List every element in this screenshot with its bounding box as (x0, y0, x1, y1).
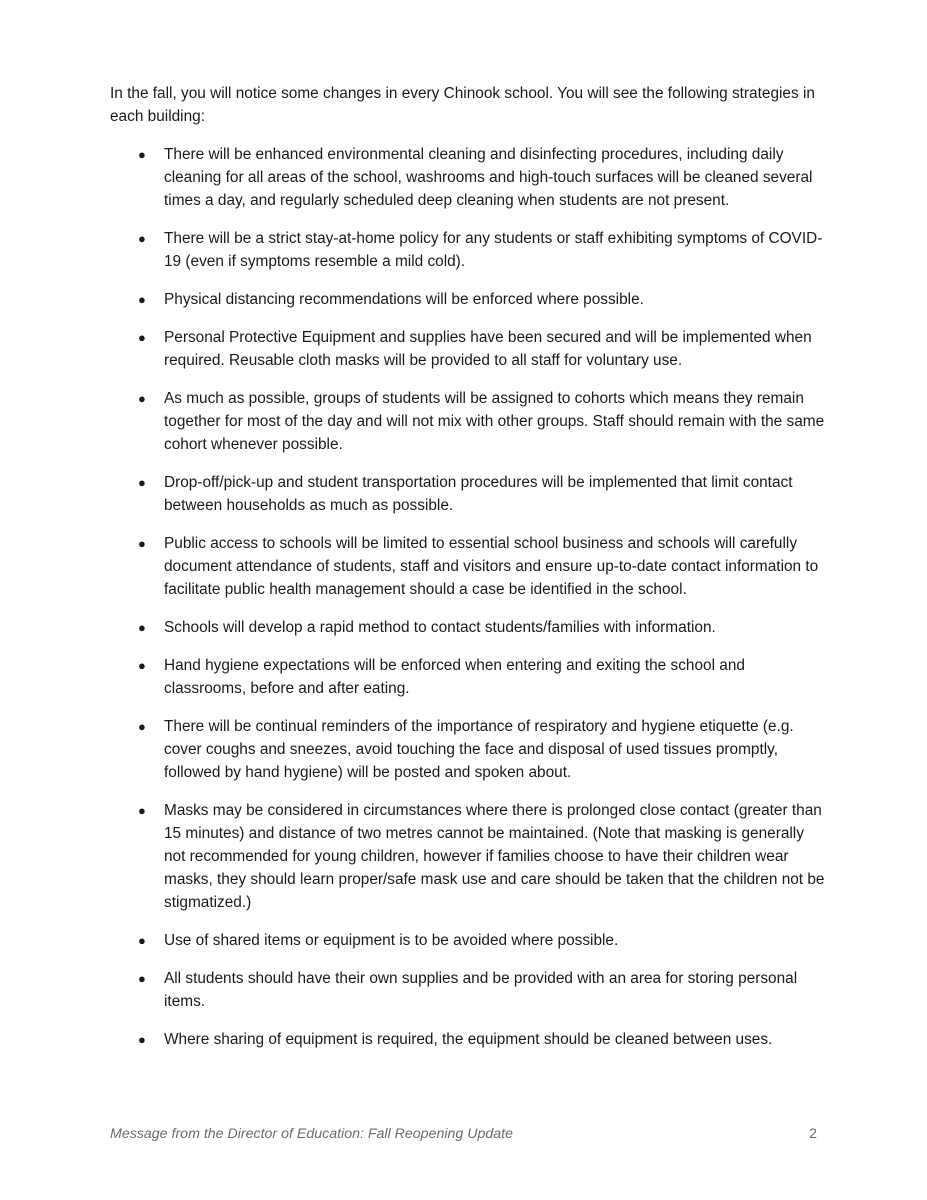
list-item (110, 799, 826, 914)
page-number: 2 (809, 1126, 817, 1142)
list-item-text: Schools will develop a rapid method to contact students/families with information. (164, 619, 716, 636)
bullet-icon: ● (138, 620, 146, 635)
bullet-icon: ● (138, 536, 146, 551)
list-item (110, 387, 826, 456)
list-item (110, 616, 826, 639)
bullet-icon: ● (138, 292, 146, 307)
list-item-text: Personal Protective Equipment and supplies have been secured and will be implemented when required. Reusable cloth masks will be provided to all staff for voluntary use. (164, 329, 812, 369)
intro-paragraph: In the fall, you will notice some changes in every Chinook school. You will see the following strategies in each building: (110, 85, 815, 125)
list-item-text: All students should have their own supplies and be provided with an area for storing personal items. (164, 970, 798, 1010)
bullet-icon: ● (138, 475, 146, 490)
list-item-text: Drop-off/pick-up and student transportation procedures will be implemented that limit contact between households as much as possible. (164, 474, 793, 514)
list-item-text: Hand hygiene expectations will be enforced when entering and exiting the school and classrooms, before and after eating. (164, 657, 745, 697)
bullet-icon: ● (138, 147, 146, 162)
list-item (110, 288, 826, 311)
list-item (110, 471, 826, 517)
list-item (110, 1028, 826, 1051)
list-item-text: There will be enhanced environmental cleaning and disinfecting procedures, including daily cleaning for all areas of the school, washrooms and high-touch surfaces will be cleaned several times a day, and regularly scheduled deep cleaning when students are not present. (164, 146, 813, 209)
list-item-text: There will be a strict stay-at-home policy for any students or staff exhibiting symptoms of COVID-19 (even if symptoms resemble a mild cold). (164, 230, 823, 270)
list-item-text: Public access to schools will be limited to essential school business and schools will carefully document attendance of students, staff and visitors and ensure up-to-date contact information to facilitate public health management should a case be identified in the school. (164, 535, 819, 598)
list-item (110, 227, 826, 273)
list-item-text: Where sharing of equipment is required, the equipment should be cleaned between uses. (164, 1031, 773, 1048)
bullet-icon: ● (138, 658, 146, 673)
list-item-text: As much as possible, groups of students will be assigned to cohorts which means they remain together for most of the day and will not mix with other groups. Staff should remain with the same cohort whenever possible. (164, 390, 825, 453)
list-item-text: Physical distancing recommendations will be enforced where possible. (164, 291, 644, 308)
list-item (110, 532, 826, 601)
bullet-icon: ● (138, 971, 146, 986)
bullet-icon: ● (138, 330, 146, 345)
bullet-icon: ● (138, 391, 146, 406)
list-item-text: There will be continual reminders of the importance of respiratory and hygiene etiquette (e.g. cover coughs and sneezes, avoid touching the face and disposal of used tissues promptly, followed by hand hygiene) will be posted and spoken about. (164, 718, 794, 781)
list-item (110, 143, 826, 212)
list-item (110, 967, 826, 1013)
list-item-text: Masks may be considered in circumstances where there is prolonged close contact (greater than 15 minutes) and distance of two metres cannot be maintained. (Note that masking is generally not recommended for young children, however if families choose to have their children wear masks, they should learn proper/safe mask use and care should be taken that the children not be stigmatized.) (164, 802, 825, 911)
list-item (110, 326, 826, 372)
bullet-icon: ● (138, 1032, 146, 1047)
strategy-list (110, 143, 826, 1066)
bullet-icon: ● (138, 719, 146, 734)
list-item (110, 715, 826, 784)
bullet-icon: ● (138, 231, 146, 246)
bullet-icon: ● (138, 933, 146, 948)
list-item (110, 929, 826, 952)
list-item (110, 654, 826, 700)
footer-title: Message from the Director of Education: Fall Reopening Update (110, 1126, 513, 1142)
list-item-text: Use of shared items or equipment is to be avoided where possible. (164, 932, 619, 949)
bullet-icon: ● (138, 803, 146, 818)
